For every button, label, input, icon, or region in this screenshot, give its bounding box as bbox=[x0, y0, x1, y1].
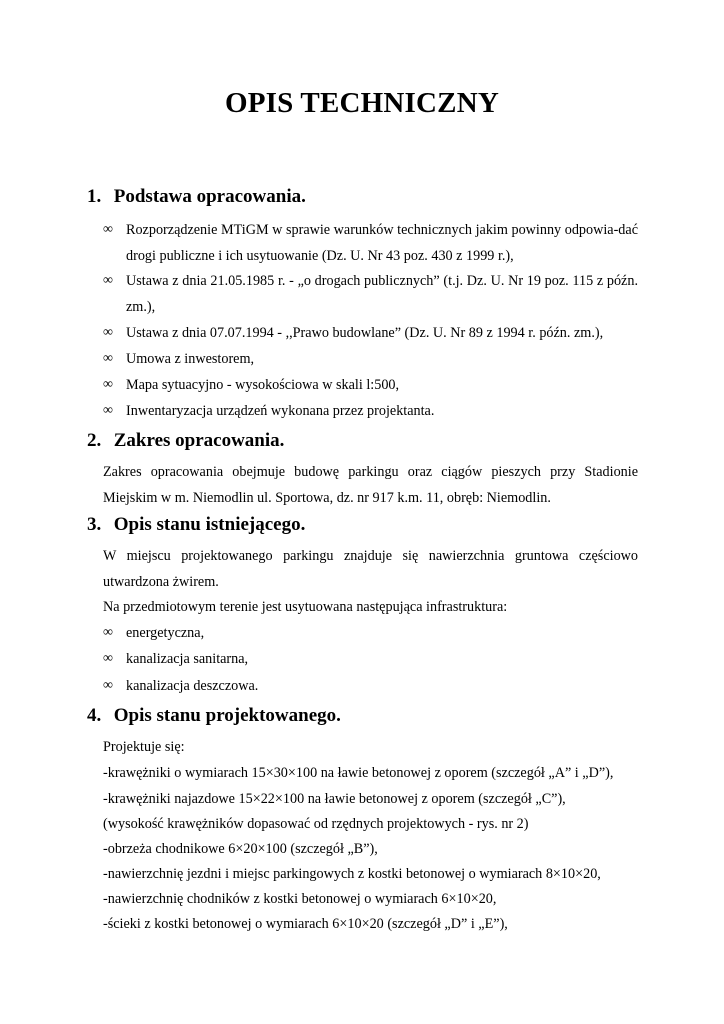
list-item bbox=[103, 217, 638, 269]
list-item-text: Umowa z inwestorem, bbox=[126, 351, 255, 367]
infinity-bullet-icon: ∞ bbox=[103, 678, 113, 693]
section-3-intro: Na przedmiotowym terenie jest usytuowana następująca infrastruktura: bbox=[103, 599, 508, 615]
text-line: Projektuje się: bbox=[103, 739, 185, 755]
infinity-bullet-icon: ∞ bbox=[103, 651, 113, 666]
list-item bbox=[103, 620, 638, 646]
text-line: -krawężniki o wymiarach 15×30×100 na ławie betonowej z oporem (szczegół „A” i „D”), bbox=[103, 765, 614, 781]
section-title: Podstawa opracowania. bbox=[113, 186, 306, 207]
section-3-paragraph: W miejscu projektowanego parkingu znajduje się nawierzchnia gruntowa częściowo utwardzona żwirem. bbox=[103, 548, 638, 590]
section-title: Zakres opracowania. bbox=[113, 430, 285, 451]
list-item bbox=[103, 646, 638, 672]
section-number: 1. bbox=[87, 186, 102, 207]
list-item bbox=[103, 372, 638, 398]
infinity-bullet-icon: ∞ bbox=[103, 377, 113, 392]
list-item-text: Ustawa z dnia 07.07.1994 - ,,Prawo budowlane” (Dz. U. Nr 89 z 1994 r. późn. zm.), bbox=[126, 325, 604, 341]
text-line: (wysokość krawężników dopasować od rzędnych projektowych - rys. nr 2) bbox=[103, 816, 529, 832]
infinity-bullet-icon: ∞ bbox=[103, 351, 113, 366]
section-1-heading bbox=[87, 185, 306, 209]
list-item-text: Mapa sytuacyjno - wysokościowa w skali l:500, bbox=[126, 377, 400, 393]
section-title: Opis stanu projektowanego. bbox=[113, 705, 341, 726]
section-4-heading bbox=[87, 704, 341, 728]
list-item-text: kanalizacja sanitarna, bbox=[126, 651, 249, 667]
list-item bbox=[103, 320, 638, 346]
infinity-bullet-icon: ∞ bbox=[103, 403, 113, 418]
section-2-heading bbox=[87, 429, 284, 453]
list-item-text: energetyczna, bbox=[126, 625, 205, 641]
list-item-text: Ustawa z dnia 21.05.1985 r. - „o drogach publicznych” (t.j. Dz. U. Nr 19 poz. 115 z późn. zm.), bbox=[126, 273, 638, 315]
section-number: 3. bbox=[87, 514, 102, 535]
list-item bbox=[103, 346, 638, 372]
section-title: Opis stanu istniejącego. bbox=[113, 514, 306, 535]
list-item bbox=[103, 398, 638, 424]
list-item-text: Rozporządzenie MTiGM w sprawie warunków technicznych jakim powinny odpowia-dać drogi publiczne i ich usytuowanie (Dz. U. Nr 43 poz. 430 z 1999 r.), bbox=[126, 222, 638, 264]
section-number: 4. bbox=[87, 705, 102, 726]
section-3-heading bbox=[87, 513, 305, 537]
list-item bbox=[103, 673, 638, 699]
text-line: -nawierzchnię chodników z kostki betonowej o wymiarach 6×10×20, bbox=[103, 891, 497, 907]
text-line: -nawierzchnię jezdni i miejsc parkingowych z kostki betonowej o wymiarach 8×10×20, bbox=[103, 866, 601, 882]
infinity-bullet-icon: ∞ bbox=[103, 222, 113, 237]
list-item-text: kanalizacja deszczowa. bbox=[126, 678, 259, 694]
section-number: 2. bbox=[87, 430, 102, 451]
text-line: -krawężniki najazdowe 15×22×100 na ławie betonowej z oporem (szczegół „C”), bbox=[103, 791, 566, 807]
document-title: OPIS TECHNICZNY bbox=[225, 87, 499, 119]
list-item-text: Inwentaryzacja urządzeń wykonana przez projektanta. bbox=[126, 403, 435, 419]
infinity-bullet-icon: ∞ bbox=[103, 625, 113, 640]
text-line: -obrzeża chodnikowe 6×20×100 (szczegół „B”), bbox=[103, 841, 378, 857]
section-2-paragraph: Zakres opracowania obejmuje budowę parkingu oraz ciągów pieszych przy Stadionie Miejskim w m. Niemodlin ul. Sportowa, dz. nr 917 k.m. 11, obręb: Niemodlin. bbox=[103, 464, 638, 506]
text-line: -ścieki z kostki betonowej o wymiarach 6×10×20 (szczegół „D” i „E”), bbox=[103, 916, 508, 932]
list-item bbox=[103, 268, 638, 320]
infinity-bullet-icon: ∞ bbox=[103, 325, 113, 340]
infinity-bullet-icon: ∞ bbox=[103, 273, 113, 288]
